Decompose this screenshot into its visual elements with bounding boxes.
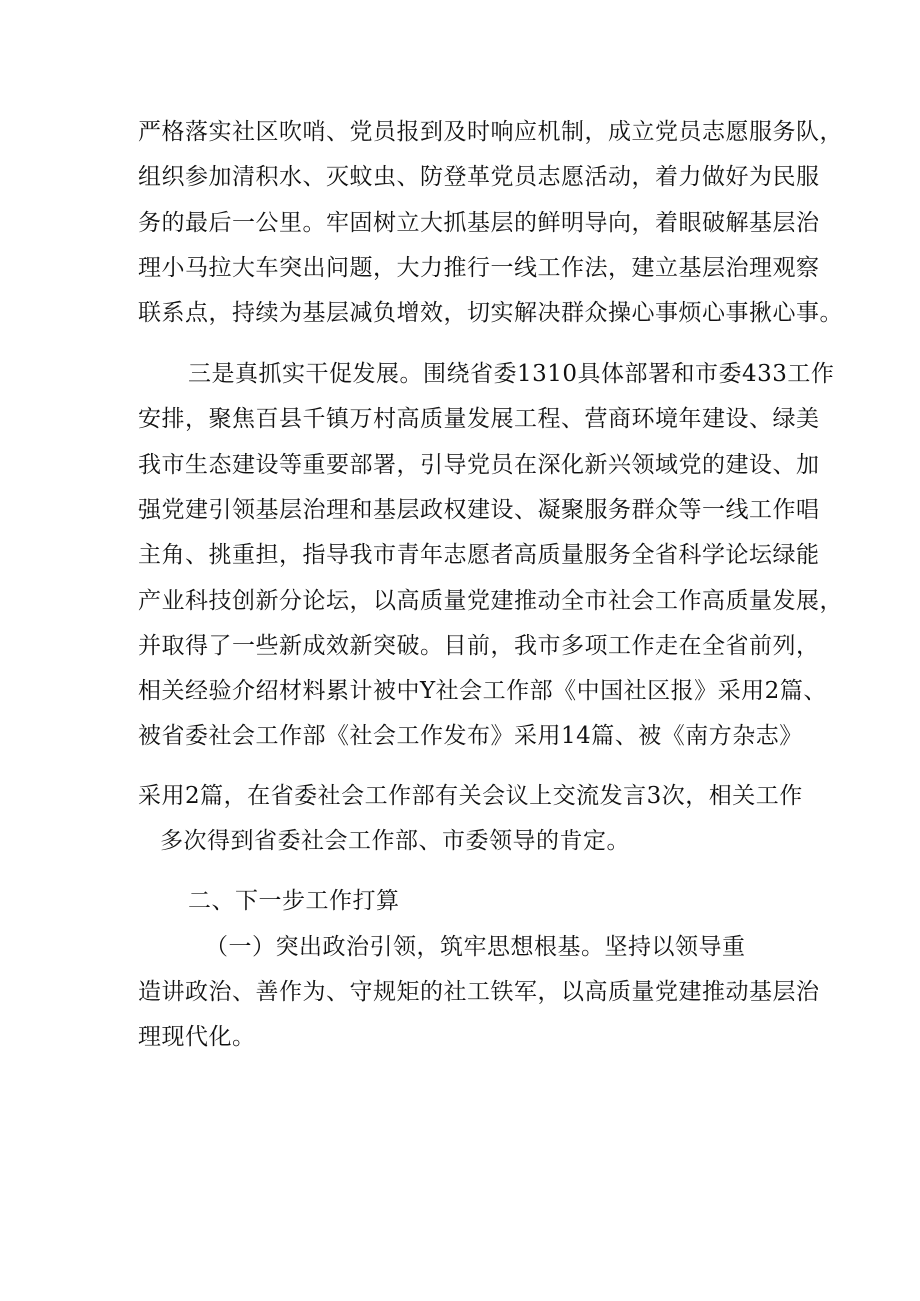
text-line-19: 造讲政治、善作为、守规矩的社工铁军，以高质量党建推动基层治 (138, 979, 820, 1005)
text-line-9: 强党建引领基层治理和基层政权建设、凝聚服务群众等一线工作唱 (138, 497, 820, 523)
section-two-heading: 二、下一步工作打算 (188, 888, 400, 914)
text-line-15: 采用2篇，在省委社会工作部有关会议上交流发言3次，相关工作 (138, 783, 803, 809)
paragraph-three-heading-line: 三是真抓实干促发展。围绕省委1310具体部署和市委433工作 (188, 361, 835, 387)
text-line-1: 严格落实社区吹哨、党员报到及时响应机制，成立党员志愿服务队， (138, 119, 843, 145)
text-line-3: 务的最后一公里。牢固树立大抓基层的鲜明导向，着眼破解基层治 (138, 210, 820, 236)
text-line-20: 理现代化。 (138, 1024, 256, 1050)
subsection-one-line: （一）突出政治引领，筑牢思想根基。坚持以领导重 (205, 934, 746, 960)
text-line-7: 安排，聚焦百县千镇万村高质量发展工程、营商环境年建设、绿美 (138, 406, 820, 432)
text-line-14: 被省委社会工作部《社会工作发布》采用14篇、被《南方杂志》 (138, 723, 803, 749)
text-line-5: 联系点，持续为基层减负增效，切实解决群众操心事烦心事揪心事。 (138, 300, 843, 326)
text-line-8: 我市生态建设等重要部署，引导党员在深化新兴领域党的建设、加 (138, 452, 820, 478)
text-line-2: 组织参加清积水、灭蚊虫、防登革党员志愿活动，着力做好为民服 (138, 164, 820, 190)
text-line-12: 并取得了一些新成效新突破。目前，我市多项工作走在全省前列， (138, 633, 820, 659)
text-line-13: 相关经验介绍材料累计被中Y社会工作部《中国社区报》采用2篇、 (138, 678, 827, 704)
text-line-4: 理小马拉大车突出问题，大力推行一线工作法，建立基层治理观察 (138, 255, 820, 281)
text-line-11: 产业科技创新分论坛，以高质量党建推动全市社会工作高质量发展， (138, 588, 843, 614)
text-line-16: 多次得到省委社会工作部、市委领导的肯定。 (160, 828, 630, 854)
text-line-10: 主角、挑重担，指导我市青年志愿者高质量服务全省科学论坛绿能 (138, 542, 820, 568)
